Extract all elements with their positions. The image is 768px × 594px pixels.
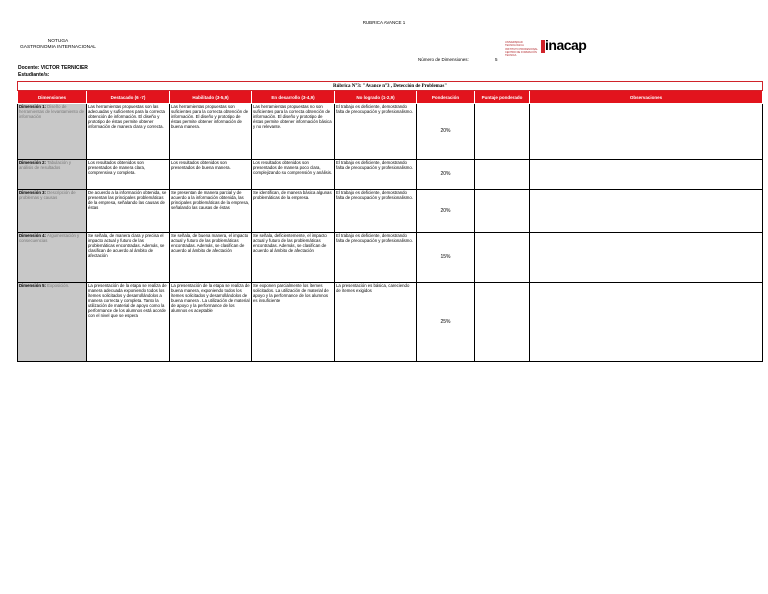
document-title: RUBRICA AVANCE 1 (362, 20, 406, 25)
ponderacion-cell: 20% (417, 104, 475, 160)
header-habilitado: Habilitado (3-5,9) (170, 91, 252, 104)
en-desarrollo-cell: Se exponen parcialmente los ítemes solicitados. La utilización de material de apoyo y la performance de los alumnos es insuficiente (252, 283, 335, 362)
no-logrado-cell: La presentación es básica, careciendo de ítemes exigidos (335, 283, 417, 362)
inacap-logo (505, 37, 630, 58)
no-logrado-cell: El trabajo es deficiente, demostrando falta de preocupación y profesionalismo. (335, 190, 417, 233)
destacado-cell: Las herramientas propuestas son las adecuadas y suficientes para la correcta obtención de información. El diseño y prototipo de éstas permite obtener información de manera clara y correcta. (87, 104, 170, 160)
header-no-logrado: No logrado (1-2,9) (335, 91, 417, 104)
no-logrado-cell: El trabajo es deficiente, demostrando falta de preocupación y profesionalismo. (335, 233, 417, 283)
rubric-title: Rúbrica N°3: "Avance n°3 , Detección de Problemas" (18, 82, 763, 91)
dimension-cell: Dimensión 4: Argumentación y consecuencias (18, 233, 87, 283)
num-dimensions-value: 5 (495, 57, 498, 62)
table-row (18, 233, 763, 283)
puntaje-ponderado-cell[interactable] (475, 190, 530, 233)
no-logrado-cell: El trabajo es deficiente, demostrando falta de preocupación y profesionalismo. (335, 104, 417, 160)
puntaje-ponderado-cell[interactable] (475, 233, 530, 283)
puntaje-ponderado-cell[interactable] (475, 283, 530, 362)
en-desarrollo-cell: Se señala, deficientemente, el impacto actual y futuro de las problemáticas encontradas. Además, se clasifican de acuerdo al ámbito de afectación (252, 233, 335, 283)
puntaje-ponderado-cell[interactable] (475, 160, 530, 190)
en-desarrollo-cell: Se identifican, de manera básica algunas problemáticas de la empresa. (252, 190, 335, 233)
table-row (18, 190, 763, 233)
observaciones-cell[interactable] (530, 160, 763, 190)
dimension-cell: Dimensión 3: Descripción de problemas y causas (18, 190, 87, 233)
table-row (18, 104, 763, 160)
dimension-cell: Dimensión 2: Tabulación y análisis de resultados (18, 160, 87, 190)
ponderacion-cell: 25% (417, 283, 475, 362)
ponderacion-cell: 15% (417, 233, 475, 283)
header-ponderacion: Ponderación (417, 91, 475, 104)
habilitado-cell: Se señala, de buena manera, el impacto actual y futuro de las problemáticas encontradas. Además, se clasifican de acuerdo al ámbito de afectación (170, 233, 252, 283)
table-row (18, 160, 763, 190)
habilitado-cell: Las herramientas propuestas son suficientes para la correcta obtención de información. El diseño y prototipo de éstas permite obtener información de buena manera. (170, 104, 252, 160)
en-desarrollo-cell: Los resultados obtenidos son presentados de manera poco clara, complejizando su comprensión y análisis. (252, 160, 335, 190)
ponderacion-cell: 20% (417, 160, 475, 190)
logo-wordmark: inacap (545, 37, 587, 53)
org-line-1: NOTUGA (47, 39, 69, 44)
habilitado-cell: Los resultados obtenidos son presentados de buena manera. (170, 160, 252, 190)
docente-label: Docente: VICTOR TERNICIER (18, 65, 88, 71)
header-destacado: Destacado (6 -7) (87, 91, 170, 104)
dimension-cell: Dimensión 1: Diseño de herramientas de levantamiento de información (18, 104, 87, 160)
logo-subtext: UNIVERSIDAD TECNOLÓGICA INSTITUTO PROFESIONAL CENTRO DE FORMACIÓN TÉCNICA (505, 41, 538, 58)
en-desarrollo-cell: Las herramientas propuestas no son suficientes para la correcta obtención de información. El diseño y prototipo de éstas permite obtener información básica y no relevante. (252, 104, 335, 160)
header-observaciones: Observaciones (530, 91, 763, 104)
dimension-cell: Dimensión 5: Exposición. (18, 283, 87, 362)
observaciones-cell[interactable] (530, 233, 763, 283)
destacado-cell: Se señala, de manera clara y precisa el impacto actual y futuro de las problemáticas encontradas. Además, se clasifican de acuerdo al ámbito de afectación (87, 233, 170, 283)
table-row (18, 283, 763, 362)
header-puntaje-ponderado: Puntaje ponderado (475, 91, 530, 104)
observaciones-cell[interactable] (530, 283, 763, 362)
destacado-cell: Los resultados obtenidos son presentados de manera clara, comprensiva y completa. (87, 160, 170, 190)
no-logrado-cell: El trabajo es deficiente, demostrando falta de preocupación y profesionalismo. (335, 160, 417, 190)
observaciones-cell[interactable] (530, 104, 763, 160)
header-row (18, 91, 763, 104)
habilitado-cell: La presentación de la etapa se realiza de buena manera, exponiendo todos los ítemes solicitados y desarrollándolos de buena manera . La utilización de material de apoyo y la performance de los alumnos es aceptable (170, 283, 252, 362)
ponderacion-cell: 20% (417, 190, 475, 233)
destacado-cell: De acuerdo a la información obtenida, se presentan las principales problemáticas de la empresa, señalando las causas de éstas (87, 190, 170, 233)
org-line-2: GASTRONOMIA INTERNACIONAL (20, 45, 96, 50)
rubric-table (17, 81, 763, 362)
habilitado-cell: Se presentan de manera parcial y de acuerdo a la información obtenida, las principales problemáticas de la empresa, señalando las causas de éstas (170, 190, 252, 233)
header-en-desarrollo: En desarrollo (3-4,9) (252, 91, 335, 104)
observaciones-cell[interactable] (530, 190, 763, 233)
estudiante-label: Estudiante/s: (18, 72, 50, 78)
num-dimensions-label: Número de Dimensiones: (418, 57, 469, 62)
destacado-cell: La presentación de la etapa se realiza de manera adecuada exponiendo todos los ítemes solicitados y desarrollándolos a manera correcta y completa. Tanto la utilización de material de apoyo como la performance de los alumnos está acorde con el nivel que se espera (87, 283, 170, 362)
header-dimensiones: Dimensiones (18, 91, 87, 104)
puntaje-ponderado-cell[interactable] (475, 104, 530, 160)
